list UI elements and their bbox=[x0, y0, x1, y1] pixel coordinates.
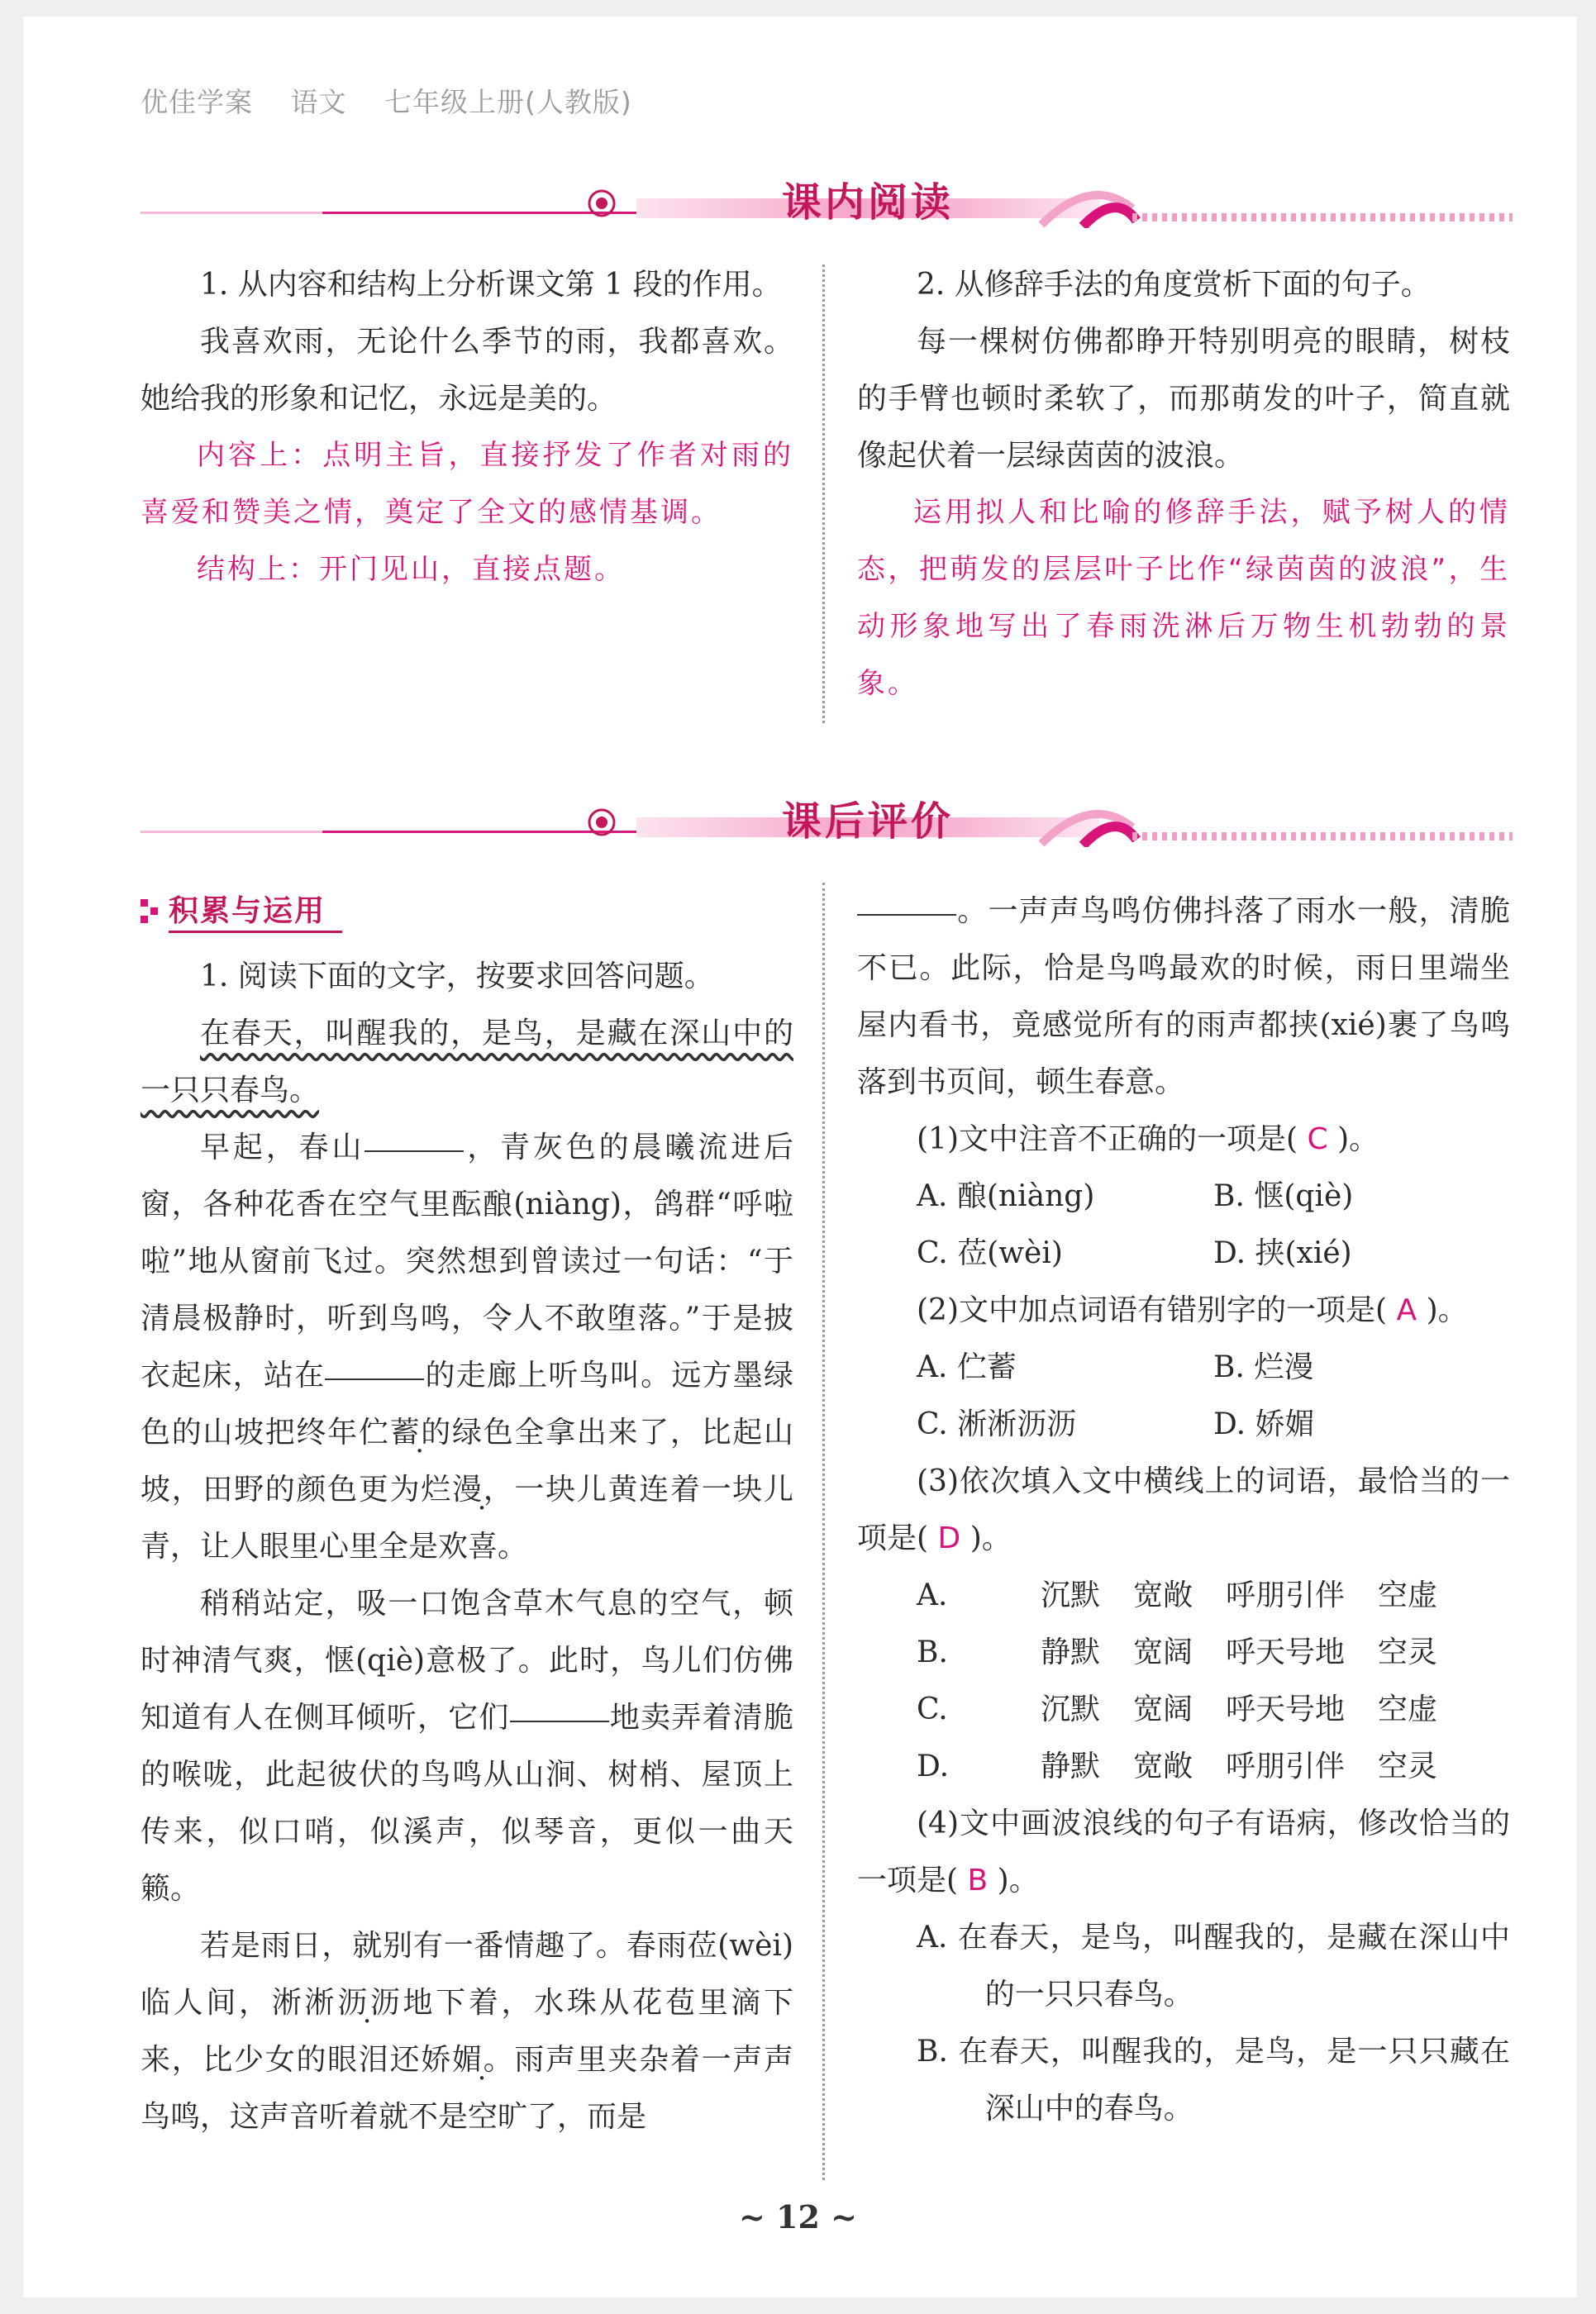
target-icon bbox=[587, 188, 617, 218]
dotted-word-1: 伫蓄 bbox=[358, 1416, 422, 1450]
dotted-word-2: 烂漫 bbox=[421, 1473, 484, 1507]
option-row: A. 沉默 宽敞 呼朋引伴 空虚 bbox=[917, 1578, 1438, 1612]
option-row: B. 静默 宽阔 呼天号地 空灵 bbox=[917, 1636, 1438, 1669]
passage-paragraph-3: 若是雨日，就别有一番情趣了。春雨莅(wèi)临人间，淅淅沥沥地下着，水珠从花苞里滴下来，比少女的眼泪还娇媚。雨声里夹杂着一声声鸟鸣，这声音听着就不是空旷了，而是 bbox=[141, 1929, 793, 2134]
reading-right-column bbox=[857, 256, 1510, 712]
option: A. 酿(niàng) bbox=[917, 1179, 1095, 1213]
passage-paragraph-2: 稍稍站定，吸一口饱含草木气息的空气，顿时神清气爽，惬(qiè)意极了。此时，鸟儿们仿佛知道有人在侧耳倾听，它们 地卖弄着清脆的喉咙，此起彼伏的鸟鸣从山涧、树梢、屋顶上传来，似口哨，似溪声，似琴音，更似一曲天籁。 bbox=[141, 1587, 793, 1906]
sub-question-2: (2)文中加点词语有错别字的一项是( A )。 bbox=[917, 1293, 1468, 1327]
answer-choice: C bbox=[1307, 1122, 1328, 1156]
evaluation-right-column bbox=[857, 883, 1510, 2137]
section-banner-reading bbox=[141, 170, 1513, 236]
answer-content: 内容上：点明主旨，直接抒发了作者对雨的喜爱和赞美之情，奠定了全文的感情基调。 bbox=[141, 439, 793, 529]
target-icon bbox=[587, 807, 617, 837]
option: D. 娇媚 bbox=[1213, 1407, 1315, 1441]
passage-continued: 。一声声鸟鸣仿佛抖落了雨水一般，清脆不已。此际，恰是鸟鸣最欢的时候，雨日里端坐屋内看书，竟感觉所有的雨声都挟(xié)裹了鸟鸣落到书页间，顿生春意。 bbox=[857, 894, 1510, 1099]
blank-2 bbox=[325, 1378, 424, 1380]
reading-left-column bbox=[141, 256, 793, 598]
sub-question-3: (3)依次填入文中横线上的词语，最恰当的一项是( D )。 bbox=[857, 1464, 1510, 1555]
blank-3 bbox=[510, 1720, 609, 1722]
grade: 七年级上册(人教版) bbox=[384, 86, 632, 118]
sub-question-4: (4)文中画波浪线的句子有语病，修改恰当的一项是( B )。 bbox=[857, 1807, 1510, 1897]
swirl-icon bbox=[1033, 794, 1141, 847]
dotted-word-4: 娇媚 bbox=[421, 2043, 484, 2077]
option: A. 伫蓄 bbox=[917, 1350, 1017, 1384]
question-1: 1. 从内容和结构上分析课文第 1 段的作用。 bbox=[200, 268, 782, 302]
option: B. 惬(qiè) bbox=[1213, 1179, 1354, 1213]
answer-structure: 结构上：开门见山，直接点题。 bbox=[197, 553, 625, 586]
answer-choice: A bbox=[1396, 1293, 1417, 1327]
bullet-icon bbox=[141, 896, 164, 926]
quote-2: 每一棵树仿佛都睁开特别明亮的眼睛，树枝的手臂也顿时柔软了，而那萌发的叶子，简直就像起伏着一层绿茵茵的波浪。 bbox=[857, 325, 1510, 473]
quote-1: 我喜欢雨，无论什么季节的雨，我都喜欢。她给我的形象和记忆，永远是美的。 bbox=[141, 325, 793, 416]
column-divider bbox=[822, 883, 825, 2180]
option-row: D. 静默 宽敞 呼朋引伴 空灵 bbox=[917, 1750, 1438, 1783]
subsection-title: 积累与运用 bbox=[169, 893, 342, 933]
page-number: ~ 12 ~ bbox=[738, 2198, 858, 2235]
option: B. 在春天，叫醒我的，是鸟，是一只只藏在深山中的春鸟。 bbox=[917, 2035, 1510, 2126]
section-title: 课内阅读 bbox=[781, 179, 954, 226]
evaluation-left-column bbox=[141, 883, 793, 2145]
section-banner-evaluation bbox=[141, 789, 1513, 855]
option: A. 在春天，是鸟，叫醒我的，是藏在深山中的一只只春鸟。 bbox=[917, 1921, 1510, 2012]
blank-1 bbox=[364, 1150, 464, 1152]
question-1: 1. 阅读下面的文字，按要求回答问题。 bbox=[200, 959, 714, 993]
answer-choice: B bbox=[967, 1864, 989, 1897]
sub-question-1: (1)文中注音不正确的一项是( C )。 bbox=[917, 1122, 1379, 1156]
section-title: 课后评价 bbox=[781, 798, 954, 845]
subject: 语文 bbox=[290, 86, 347, 118]
option: B. 烂漫 bbox=[1213, 1350, 1314, 1384]
option-row: C. 沉默 宽阔 呼天号地 空虚 bbox=[917, 1693, 1438, 1726]
answer-rhetoric: 运用拟人和比喻的修辞手法，赋予树人的情态，把萌发的层层叶子比作“绿茵茵的波浪”，生动形象地写出了春雨洗淋后万物生机勃勃的景象。 bbox=[857, 496, 1510, 700]
column-divider bbox=[822, 264, 825, 723]
wavy-sentence: 在春天，叫醒我的，是鸟，是藏在深山中的一只只春鸟。 bbox=[141, 1017, 793, 1107]
dotted-word-3: 淅淅沥沥 bbox=[271, 1986, 403, 2020]
swirl-icon bbox=[1033, 175, 1141, 228]
question-2: 2. 从修辞手法的角度赏析下面的句子。 bbox=[917, 268, 1431, 302]
brand: 优佳学案 bbox=[141, 86, 253, 118]
passage-paragraph-1: 早起，春山 ，青灰色的晨曦流进后窗，各种花香在空气里酝酿(niàng)，鸽群“呼啦啦”地从窗前飞过。突然想到曾读过一句话：“于清晨极静时，听到鸟鸣，令人不敢堕落。”于是披衣起床，站在 的走廊上听鸟叫。远方墨绿色的山坡把终年伫蓄的绿色全拿出来了，比起山坡，田野的颜色更为烂漫，一块儿黄连着一块儿青，让人眼里心里全是欢喜。 bbox=[141, 1131, 793, 1564]
option: C. 莅(wèi) bbox=[917, 1236, 1063, 1270]
option: C. 淅淅沥沥 bbox=[917, 1407, 1077, 1441]
option: D. 挟(xié) bbox=[1213, 1236, 1352, 1270]
blank-4 bbox=[857, 913, 956, 916]
answer-choice: D bbox=[937, 1521, 961, 1555]
running-header bbox=[141, 81, 660, 120]
